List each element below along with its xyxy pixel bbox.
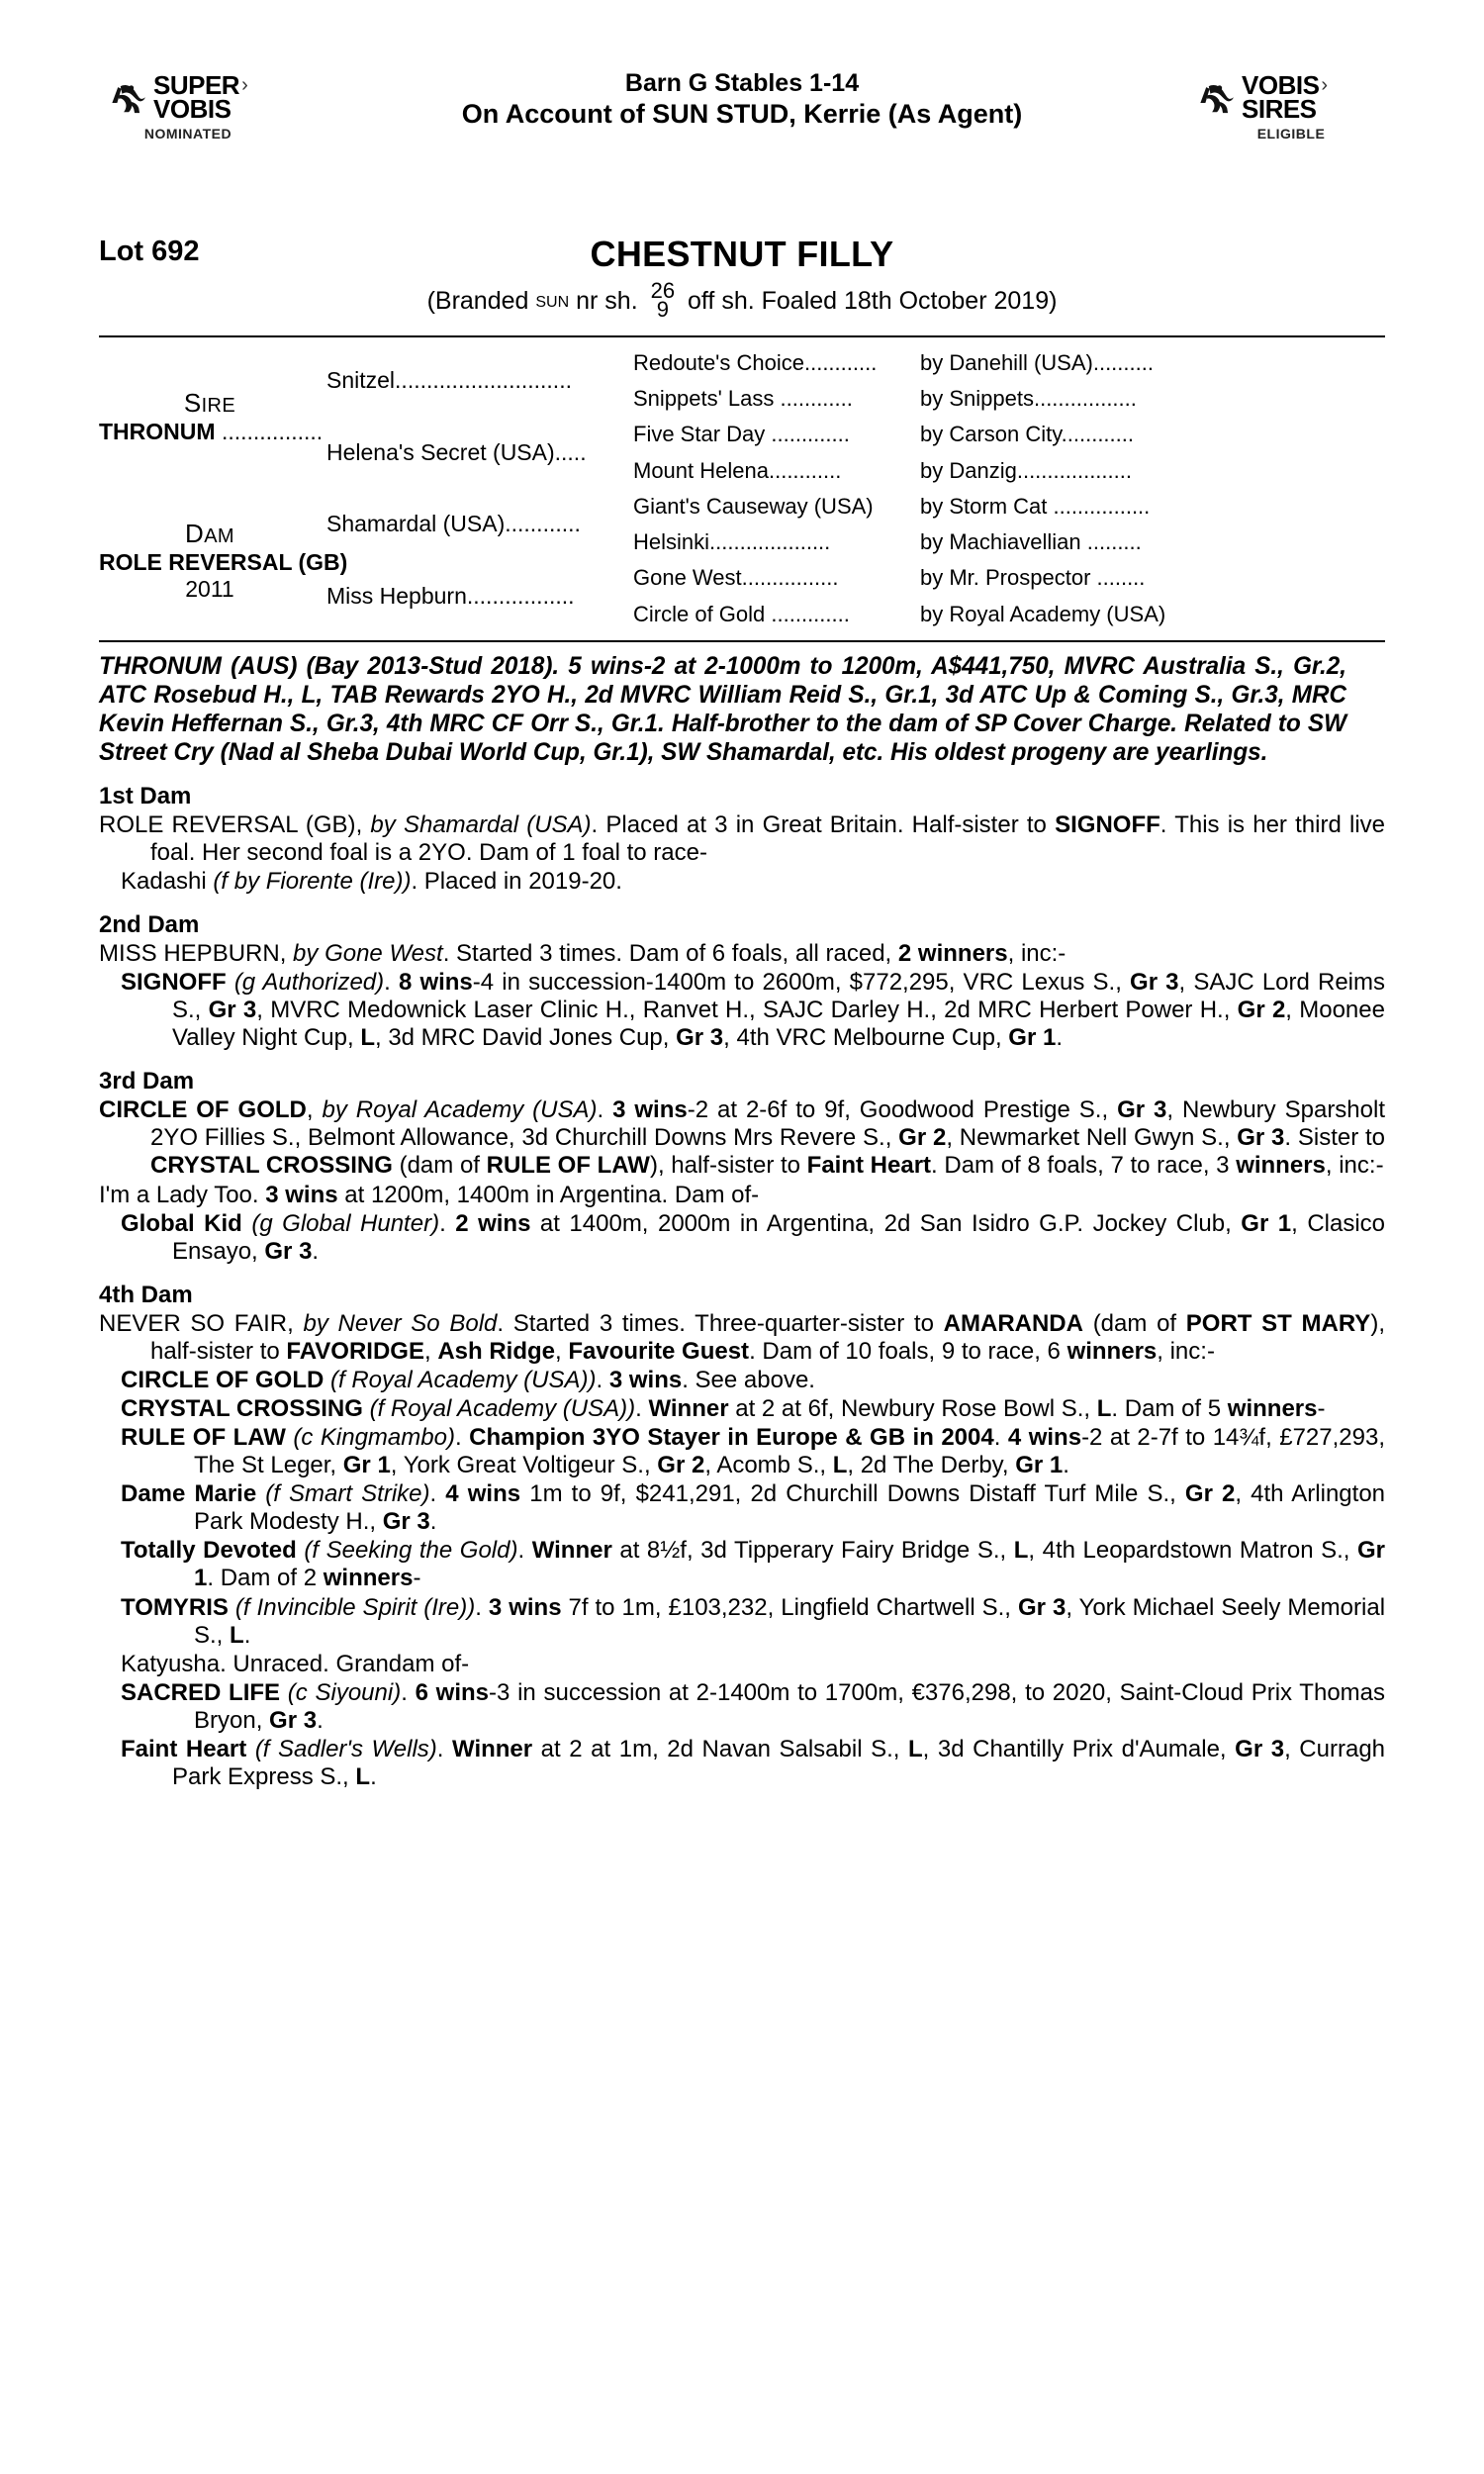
account-line: On Account of SUN STUD, Kerrie (As Agent)	[461, 98, 1023, 129]
sire-label-rest: IRE	[201, 395, 236, 418]
gen3-by-dots: ...................	[1016, 457, 1132, 483]
second-dam-progeny-signoff	[99, 969, 1385, 1052]
sire-name-text: THRONUM	[99, 419, 216, 445]
progeny-text: . 8 wins-4 in succession-1400m to 2600m, $772,295, VRC Lexus S., Gr 3, SAJC Lord Reims S., Gr 3, MVRC Medownick Laser Clinic H., Ranvet H., SAJC Darley H., 2d MRC Herbert Power H., Gr 2, Moonee Valley Night Cup, L, 3d MRC David Jones Cup, Gr 3, 4th VRC Melbourne Cup, Gr 1.	[172, 969, 1385, 1052]
dam-sire: by Royal Academy (USA)	[322, 1096, 598, 1124]
gen3-by	[920, 565, 1385, 591]
sire-summary-paragraph: THRONUM (AUS) (Bay 2013-Stud 2018). 5 wins-2 at 2-1000m to 1200m, A$441,750, MVRC Australia S., Gr.2, ATC Rosebud H., L, TAB Rewards 2YO H., 2d MVRC William Reid S., Gr.1, 3d ATC Up & Coming S., Gr.3, MRC Kevin Heffernan S., Gr.3, 4th MRC CF Orr S., Gr.1. Half-brother to the dam of SP Cover Charge. Related to SW Street Cry (Nad al Sheba Dubai World Cup, Gr.1), SW Shamardal, etc. His oldest progeny are yearlings.	[99, 651, 1346, 766]
gen3-name-text: Snippets' Lass	[633, 386, 775, 412]
horse-rider-icon	[109, 77, 150, 119]
gen3-name	[633, 422, 920, 447]
pedigree-gen1-column	[99, 345, 348, 632]
third-dam-heading: 3rd Dam	[99, 1068, 195, 1095]
dam-label-rest: AM	[204, 524, 234, 547]
gen3-name-text: Mount Helena	[633, 457, 769, 483]
progeny-name: CRYSTAL CROSSING	[121, 1394, 363, 1422]
progeny-sire: (g Authorized)	[233, 969, 385, 997]
gen2-cell	[326, 417, 633, 489]
gen3-row	[633, 381, 1385, 417]
gen2-name: Helena's Secret (USA)	[326, 438, 555, 465]
gen3-name-text: Circle of Gold	[633, 601, 766, 626]
dam-sire: by Gone West	[293, 939, 443, 967]
gen2-cell	[326, 345, 633, 418]
gen3-dots: ............	[768, 457, 842, 483]
gen3-by-text: by Storm Cat	[920, 493, 1048, 519]
gen3-dots: ............	[774, 386, 853, 412]
fourth-dam-item	[99, 1395, 1385, 1423]
second-dam-body	[99, 940, 1385, 968]
relative-name: SIGNOFF	[1055, 810, 1160, 838]
logo-line-2: SIRES	[1242, 93, 1317, 124]
progeny-text: . Winner at 2 at 1m, 2d Navan Salsabil S., L, 3d Chantilly Prix d'Aumale, Gr 3, Curragh Park Express S., L.	[172, 1735, 1386, 1790]
dam-text-b: , inc:-	[1007, 939, 1067, 967]
gen3-row	[633, 345, 1385, 381]
page-title: CHESTNUT FILLY	[590, 234, 894, 274]
dam-text-b: . This is her third live foal. Her second foal is a 2YO. Dam of 1 foal to race-	[150, 810, 1386, 866]
pedigree-table	[99, 335, 1385, 642]
progeny-text: . Placed in 2019-20.	[411, 867, 622, 895]
gen3-name-text: Redoute's Choice	[633, 349, 804, 375]
first-dam-progeny	[99, 868, 1385, 896]
progeny-sire: (f Royal Academy (USA))	[330, 1366, 597, 1393]
gen3-dots: ............	[803, 349, 878, 375]
dam-name: NEVER SO FAIR	[99, 1309, 288, 1337]
sire-name	[99, 419, 324, 445]
lot-title-row	[99, 234, 1385, 279]
branded-suffix: off sh. Foaled 18th October 2019)	[688, 286, 1058, 315]
dam-year: 2011	[185, 575, 234, 602]
fourth-dam-heading: 4th Dam	[99, 1281, 193, 1308]
gen3-by-text: by Machiavellian	[920, 529, 1081, 555]
gen3-row	[633, 452, 1385, 488]
sire-block	[99, 345, 326, 489]
logo-swoosh-icon: ›	[241, 74, 248, 96]
third-dam-body	[99, 1096, 1385, 1180]
gen3-by-text: by Snippets	[920, 386, 1034, 412]
barn-line: Barn G Stables 1-14	[624, 69, 860, 97]
gen3-by	[920, 494, 1385, 520]
gen2-dots: ............	[505, 511, 581, 537]
fourth-dam-item	[99, 1480, 1385, 1536]
gen3-by-text: by Danehill (USA)	[920, 349, 1093, 375]
fourth-dam-item	[99, 1424, 1385, 1479]
progeny-name: Kadashi	[121, 867, 207, 895]
gen3-name-text: Gone West	[633, 565, 742, 591]
dam-text: . Started 3 times. Three-quarter-sister to AMARANDA (dam of PORT ST MARY), half-sister to FAVORIDGE, Ash Ridge, Favourite Guest. Dam of 10 foals, 9 to race, 6 winners, inc:-	[150, 1309, 1385, 1365]
branded-line	[99, 278, 1385, 323]
gen3-row	[633, 596, 1385, 631]
fourth-dam-item	[99, 1594, 1385, 1650]
gen2-dots: ............................	[395, 367, 572, 394]
gen3-row	[633, 489, 1385, 524]
logo-subtitle: ELIGIBLE	[1256, 125, 1326, 142]
comma: ,	[287, 1309, 304, 1337]
logo-subtitle: NOMINATED	[143, 125, 232, 142]
gen3-by-text: by Mr. Prospector	[920, 565, 1091, 591]
gen2-dots: .................	[466, 582, 575, 609]
gen3-by-dots: .........	[1080, 529, 1142, 555]
progeny-sire: (f Invincible Spirit (Ire))	[234, 1593, 476, 1621]
progeny-name: Dame Marie	[121, 1480, 257, 1508]
gen3-by	[920, 602, 1385, 627]
dam-name: CIRCLE OF GOLD	[99, 1096, 307, 1124]
progeny-text: . Winner at 8½f, 3d Tipperary Fairy Bridge S., L, 4th Leopardstown Matron S., Gr 1. Dam of 2 winners-	[194, 1537, 1385, 1592]
gen3-by-text: by Danzig	[920, 457, 1017, 483]
third-dam-progeny-lady	[99, 1182, 1385, 1209]
dam-label	[99, 519, 321, 549]
first-dam-body	[99, 811, 1385, 867]
progeny-name: RULE OF LAW	[121, 1424, 286, 1452]
winners-count: 2 winners	[897, 939, 1008, 967]
gen3-by	[920, 422, 1385, 447]
gen3-name	[633, 350, 920, 376]
progeny-sire: (f Seeking the Gold)	[304, 1537, 518, 1565]
gen3-by	[920, 529, 1385, 555]
branded-near-side: nr sh.	[576, 286, 638, 315]
fourth-dam-body	[99, 1310, 1385, 1366]
gen3-dots: ................	[741, 565, 839, 591]
lot-number: Lot 692	[99, 236, 200, 267]
third-dam-progeny-globalkid	[99, 1210, 1385, 1266]
dam-text-a: . Placed at 3 in Great Britain. Half-sister to	[591, 810, 1056, 838]
progeny-text: . Winner at 2 at 6f, Newbury Rose Bowl S., L. Dam of 5 winners-	[635, 1394, 1326, 1422]
brand-fraction	[650, 278, 676, 323]
gen3-by-dots: ........	[1090, 565, 1146, 591]
progeny-sire: (c Kingmambo)	[293, 1424, 455, 1452]
progeny-text: . Champion 3YO Stayer in Europe & GB in 2004. 4 wins-2 at 2-7f to 14¾f, £727,293, The St Leger, Gr 1, York Great Voltigeur S., Gr 2, Acomb S., L, 2d The Derby, Gr 1.	[194, 1424, 1385, 1479]
gen3-dots: ....................	[709, 529, 831, 555]
brand-denominator: 9	[656, 297, 669, 323]
comma: ,	[279, 939, 294, 967]
dam-name: ROLE REVERSAL (GB)	[99, 548, 348, 575]
gen3-row	[633, 417, 1385, 452]
progeny-name: I'm a Lady Too.	[99, 1181, 259, 1208]
fourth-dam-sacred-life	[99, 1679, 1385, 1735]
progeny-text: . 2 wins at 1400m, 2000m in Argentina, 2d San Isidro G.P. Jockey Club, Gr 1, Clasico Ensayo, Gr 3.	[172, 1209, 1386, 1265]
progeny-name: CIRCLE OF GOLD	[121, 1366, 325, 1393]
progeny-name: Faint Heart	[121, 1735, 247, 1762]
gen3-name	[633, 565, 920, 591]
comma: ,	[355, 810, 371, 838]
fourth-dam-item	[99, 1537, 1385, 1592]
gen3-name	[633, 529, 920, 555]
brand-numerator: 26	[650, 278, 676, 303]
dam-sire: by Shamardal (USA)	[370, 810, 592, 838]
gen2-dots: .....	[554, 438, 587, 465]
progeny-name: Katyusha.	[121, 1650, 227, 1677]
progeny-name: Global Kid	[121, 1209, 242, 1237]
gen2-cell	[326, 489, 633, 561]
header-text-block	[99, 69, 1385, 130]
progeny-text: Unraced. Grandam of-	[226, 1650, 470, 1677]
gen2-cell	[326, 560, 633, 632]
gen3-by-dots: ..........	[1092, 349, 1154, 375]
sire-label-cap: S	[183, 388, 202, 419]
gen3-name-text: Helsinki	[633, 529, 710, 555]
gen2-name: Snitzel	[326, 367, 396, 394]
gen3-name	[633, 458, 920, 484]
gen3-row	[633, 524, 1385, 560]
logo-line-1: VOBIS	[1242, 70, 1320, 100]
gen2-name: Shamardal (USA)	[326, 511, 506, 537]
second-dam-heading: 2nd Dam	[99, 910, 200, 938]
progeny-sire: (f by Fiorente (Ire))	[213, 867, 412, 895]
gen3-by-text: by Royal Academy (USA)	[920, 601, 1166, 626]
pedigree-gen2-column	[326, 345, 633, 632]
dam-label-cap: D	[185, 518, 205, 548]
gen3-by-dots: ............	[1061, 422, 1134, 447]
progeny-sire: (g Global Hunter)	[251, 1209, 440, 1237]
gen3-by-dots: ................	[1047, 493, 1151, 519]
progeny-sire: (f Sadler's Wells)	[254, 1735, 437, 1762]
first-dam-heading: 1st Dam	[99, 782, 192, 809]
progeny-text: . 4 wins 1m to 9f, $241,291, 2d Churchill Downs Distaff Turf Mile S., Gr 2, 4th Arlington Park Modesty H., Gr 3.	[194, 1480, 1386, 1536]
dam-name: MISS HEPBURN	[99, 939, 280, 967]
super-vobis-logo	[109, 70, 267, 142]
gen3-row	[633, 560, 1385, 596]
fourth-dam-faint-heart	[99, 1736, 1385, 1791]
page-header	[99, 0, 1385, 228]
gen3-name-text: Five Star Day	[633, 422, 766, 447]
gen2-name: Miss Hepburn	[326, 582, 467, 609]
gen3-by	[920, 458, 1385, 484]
branded-prefix: (Branded	[426, 286, 529, 315]
progeny-name: SACRED LIFE	[121, 1678, 281, 1706]
logo-line-1: SUPER	[153, 70, 240, 100]
sire-label	[99, 388, 321, 419]
progeny-sire: (f Smart Strike)	[265, 1480, 430, 1508]
logo-swoosh-icon: ›	[1321, 74, 1329, 96]
horse-rider-icon	[1197, 77, 1239, 119]
progeny-name: Totally Devoted	[121, 1537, 297, 1565]
progeny-text: . 3 wins. See above.	[596, 1366, 815, 1393]
dam-text-a: . Started 3 times. Dam of 6 foals, all raced,	[442, 939, 898, 967]
fourth-dam-item	[99, 1367, 1385, 1394]
logo-line-2: VOBIS	[153, 93, 232, 124]
gen3-name-text: Giant's Causeway (USA)	[633, 493, 874, 519]
dam-text: . 3 wins-2 at 2-6f to 9f, Goodwood Prestige S., Gr 3, Newbury Sparsholt 2YO Fillies S., Belmont Allowance, 3d Churchill Downs Mrs Revere S., Gr 2, Newmarket Nell Gwyn S., Gr 3. Sister to CRYSTAL CROSSING (dam of RULE OF LAW), half-sister to Faint Heart. Dam of 8 foals, 7 to race, 3 winners, inc:-	[150, 1096, 1386, 1180]
gen3-dots: .............	[765, 422, 850, 447]
sire-dots: ................	[221, 419, 324, 445]
gen3-by	[920, 386, 1385, 412]
progeny-text: . 6 wins-3 in succession at 2-1400m to 1700m, €376,298, to 2020, Saint-Cloud Prix Thomas Bryon, Gr 3.	[194, 1678, 1386, 1734]
gen3-name	[633, 386, 920, 412]
comma: ,	[306, 1096, 323, 1124]
dam-sire: by Never So Bold	[303, 1309, 498, 1337]
progeny-name: SIGNOFF	[121, 969, 227, 997]
dam-name: ROLE REVERSAL (GB)	[99, 810, 356, 838]
gen3-by-dots: .................	[1033, 386, 1137, 412]
progeny-name: TOMYRIS	[121, 1593, 229, 1621]
brand-mark: SUN	[535, 293, 570, 311]
pedigree-gen3-column	[633, 345, 1385, 632]
progeny-text: . 3 wins 7f to 1m, £103,232, Lingfield Chartwell S., Gr 3, York Michael Seely Memorial S., L.	[194, 1593, 1386, 1649]
gen3-by	[920, 350, 1385, 376]
fourth-dam-katyusha	[99, 1651, 1385, 1678]
vobis-sires-logo	[1197, 70, 1385, 142]
gen3-dots: .............	[765, 601, 850, 626]
progeny-sire: (f Royal Academy (USA))	[369, 1394, 636, 1422]
gen3-name	[633, 494, 920, 520]
progeny-text: 3 wins at 1200m, 1400m in Argentina. Dam of-	[265, 1181, 760, 1208]
progeny-sire: (c Siyouni)	[287, 1678, 402, 1706]
gen3-by-text: by Carson City	[920, 422, 1062, 447]
dam-block	[99, 489, 348, 632]
gen3-name	[633, 602, 920, 627]
